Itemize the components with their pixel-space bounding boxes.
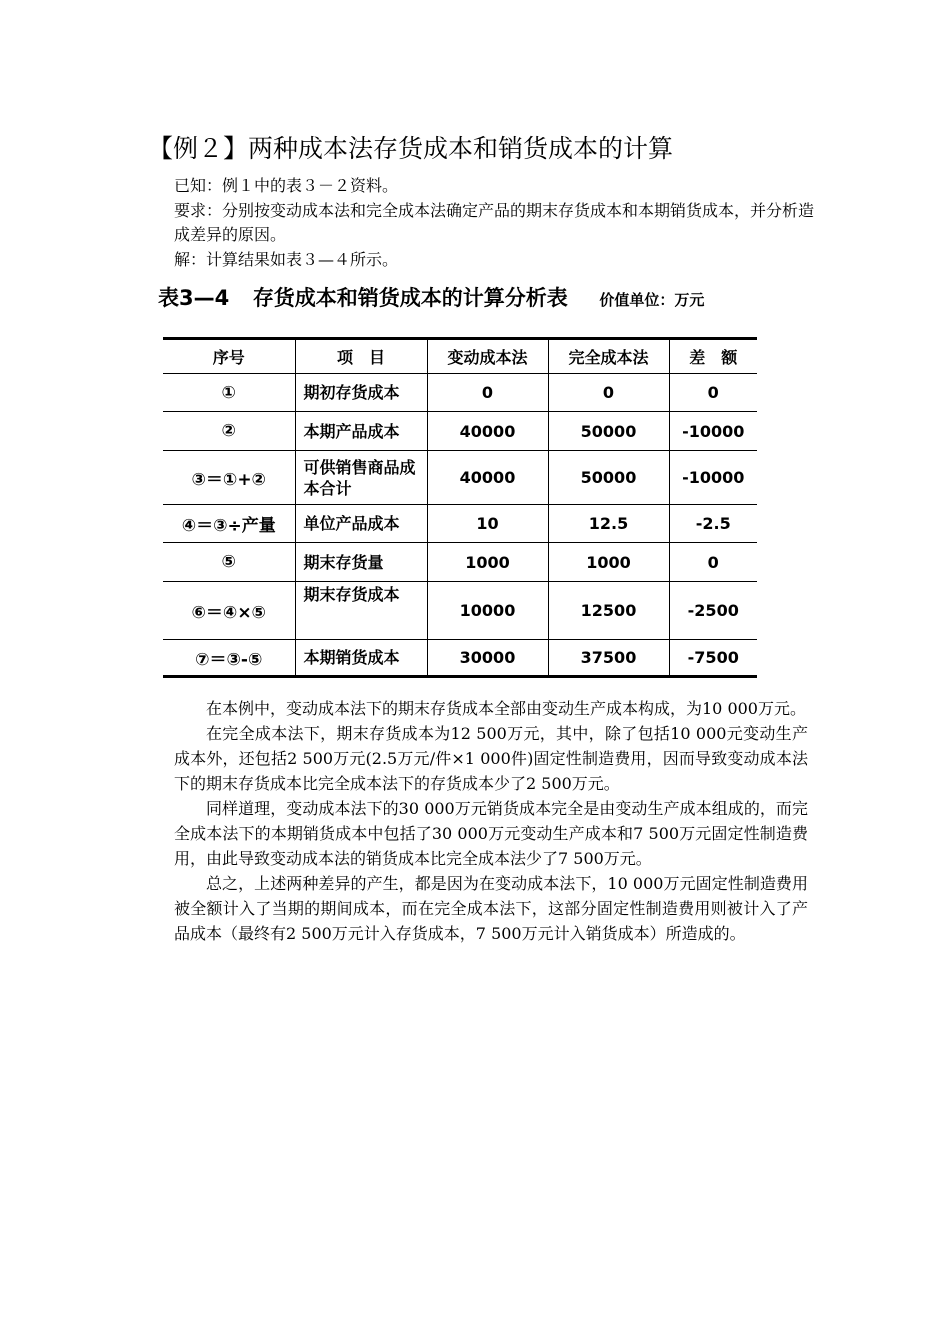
row-seq: ④＝③÷产量 [163,505,295,543]
row-seq: ③＝①+② [163,451,295,505]
row-item: 单位产品成本 [295,505,427,543]
row-variable-value: 40000 [427,451,548,505]
row-seq: ② [163,412,295,451]
row-diff-value: -7500 [669,640,757,677]
row-variable-value: 40000 [427,412,548,451]
analysis-section [174,696,808,946]
row-full-value: 12500 [548,582,669,640]
row-variable-value: 1000 [427,543,548,582]
header-difference: 差 额 [669,339,757,374]
row-seq: ⑤ [163,543,295,582]
header-variable-costing: 变动成本法 [427,339,548,374]
analysis-paragraph: 总之，上述两种差异的产生，都是因为在变动成本法下，10 000万元固定性制造费用被全额计入了当期的期间成本，而在完全成本法下，这部分固定性制造费用则被计入了产品成本（最终有2 500万元计入存货成本，7 500万元计入销货成本）所造成的。 [174,874,808,943]
header-full-costing: 完全成本法 [548,339,669,374]
table-row [163,543,757,582]
row-seq: ⑥＝④×⑤ [163,582,295,640]
row-item: 期末存货成本 [295,582,427,640]
table-row [163,451,757,505]
row-diff-value: 0 [669,543,757,582]
solution-text: 解：计算结果如表３—４所示。 [174,249,399,269]
row-diff-value: -10000 [669,451,757,505]
table-title: 存货成本和销货成本的计算分析表 [252,286,568,310]
example-heading: 【例２】两种成本法存货成本和销货成本的计算 [148,134,674,163]
row-diff-value: -2.5 [669,505,757,543]
row-full-value: 37500 [548,640,669,677]
intro-section [174,174,814,272]
row-full-value: 50000 [548,412,669,451]
table-row [163,412,757,451]
row-variable-value: 0 [427,374,548,412]
requirement-text: 要求：分别按变动成本法和完全成本法确定产品的期末存货成本和本期销货成本，并分析造成差异的原因。 [174,200,815,244]
table-header-row [163,339,757,374]
row-diff-value: -10000 [669,412,757,451]
row-item: 本期产品成本 [295,412,427,451]
header-item: 项 目 [295,339,427,374]
row-diff-value: -2500 [669,582,757,640]
table-caption [158,282,704,312]
known-text: 已知：例１中的表３－２资料。 [174,176,399,195]
row-full-value: 50000 [548,451,669,505]
row-item: 可供销售商品成本合计 [295,451,427,505]
row-full-value: 1000 [548,543,669,582]
row-variable-value: 10000 [427,582,548,640]
row-item: 本期销货成本 [295,640,427,677]
analysis-paragraph: 在完全成本法下，期末存货成本为12 500万元，其中，除了包括10 000元变动生产成本外，还包括2 500万元(2.5万元/件×1 000件)固定性制造费用，因而导致变动成本法下的期末存货成本比完全成本法下的存货成本少了2 500万元。 [174,724,808,793]
table-unit: 价值单位：万元 [599,291,705,309]
row-variable-value: 30000 [427,640,548,677]
cost-analysis-table [163,337,757,678]
table-row [163,582,757,640]
table-row [163,505,757,543]
analysis-paragraph: 在本例中，变动成本法下的期末存货成本全部由变动生产成本构成，为10 000万元。 [206,699,806,718]
row-full-value: 12.5 [548,505,669,543]
row-variable-value: 10 [427,505,548,543]
table-row [163,640,757,677]
table-row [163,374,757,412]
row-seq: ⑦＝③-⑤ [163,640,295,677]
header-seq: 序号 [163,339,295,374]
row-seq: ① [163,374,295,412]
row-item: 期末存货量 [295,543,427,582]
table-number: 表3—4 [158,286,230,310]
row-full-value: 0 [548,374,669,412]
row-item: 期初存货成本 [295,374,427,412]
analysis-paragraph: 同样道理，变动成本法下的30 000万元销货成本完全是由变动生产成本组成的，而完全成本法下的本期销货成本中包括了30 000万元变动生产成本和7 500万元固定性制造费用，由此导致变动成本法的销货成本比完全成本法少了7 500万元。 [174,799,808,868]
row-diff-value: 0 [669,374,757,412]
